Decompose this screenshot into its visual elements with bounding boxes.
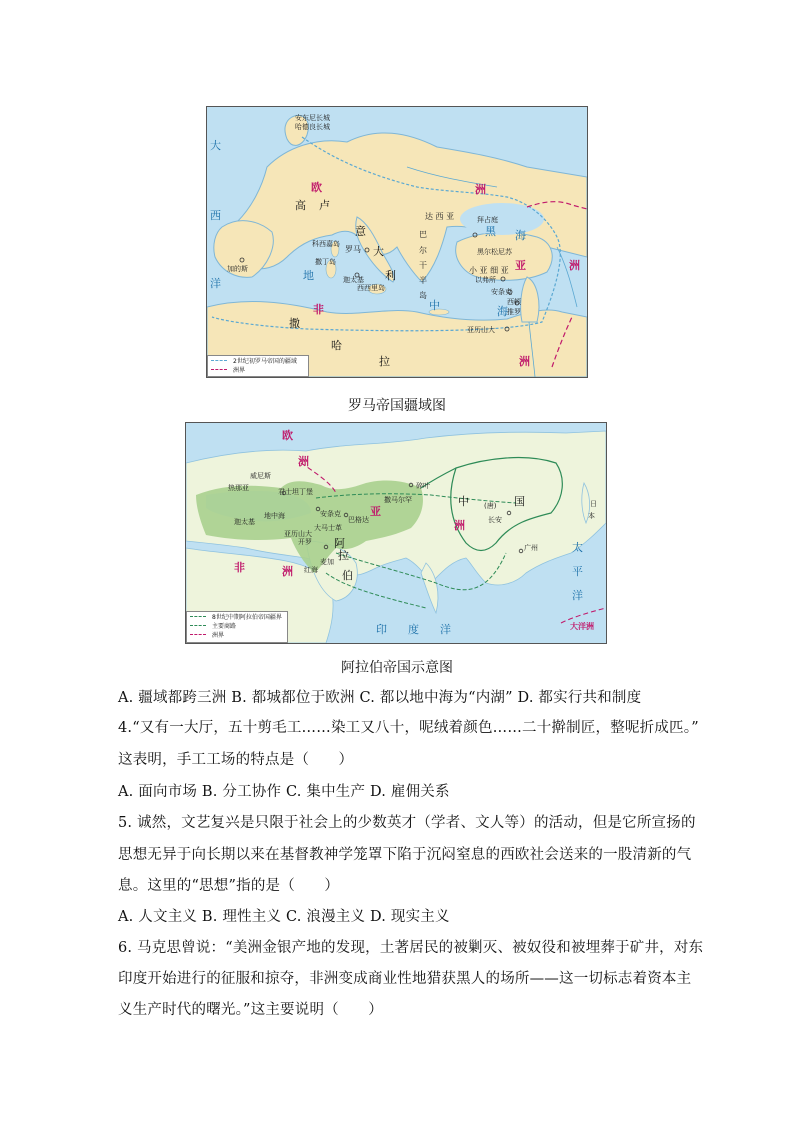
label-italy-da: 大 — [373, 245, 384, 258]
label-cairo: 开罗 — [298, 538, 312, 546]
label-tang: (唐) — [484, 502, 497, 510]
label-arabia-a: 阿 — [334, 537, 345, 550]
label-corsica: 科西嘉岛 — [312, 240, 340, 248]
label-antonine-wall: 安东尼长城 — [295, 114, 330, 122]
roman-map-legend — [207, 355, 309, 377]
label-japan-ben: 本 — [588, 512, 595, 520]
label-alexandria: 亚历山大 — [284, 530, 312, 538]
label-atlantic-yang: 洋 — [210, 277, 221, 290]
caption-roman-map: 罗马帝国疆域图 — [348, 398, 446, 414]
label-antioch: 安条克 — [491, 288, 512, 296]
label-oceania: 大洋洲 — [570, 622, 594, 631]
label-gaul-gao: 高 — [295, 199, 306, 212]
legend-row-trade: 主要商路 — [187, 621, 287, 630]
label-byzantium: 拜占庭 — [477, 216, 498, 224]
label-sidon: 西顿 — [507, 298, 521, 306]
label-china-guo: 国 — [514, 495, 525, 508]
label-europe-ou: 欧 — [311, 181, 322, 194]
label-damascus: 大马士革 — [314, 524, 342, 532]
q4-line-1: 4.“又有一大厅，五十剪毛工……染工又八十，呢绒着颜色……二十擀制匠，整呢折成匹。” — [118, 720, 699, 736]
label-tyre: 推罗 — [507, 308, 521, 316]
q6-line-1: 6. 马克思曾说：“美洲金银产地的发现，土著居民的被剿灭、被奴役和被埋葬于矿井，对东 — [118, 940, 704, 956]
label-atlantic-da: 大 — [210, 139, 221, 152]
label-alexandria: 亚历山大 — [467, 326, 495, 334]
label-mediterranean: 地中海 — [264, 512, 285, 520]
q3-options: A. 疆域都跨三洲 B. 都城都位于欧洲 C. 都以地中海为“内湖” D. 都实行共和制度 — [118, 690, 642, 706]
label-guangzhou: 广州 — [524, 544, 538, 552]
label-atlantic-xi: 西 — [210, 209, 221, 222]
arab-map-graphic — [186, 423, 606, 643]
label-carthage: 迦太基 — [343, 276, 364, 284]
label-baghdad: 巴格达 — [348, 516, 369, 524]
label-pacific-ping: 平 — [572, 565, 583, 578]
label-africa-fei: 非 — [234, 561, 245, 574]
label-indian-yin: 印 — [376, 623, 387, 636]
label-europe-ou: 欧 — [282, 429, 293, 442]
label-genoa: 热那亚 — [228, 484, 249, 492]
label-suyab: 碎叶 — [416, 482, 430, 490]
label-balkan-ban: 半 — [419, 276, 427, 285]
label-europe-zhou: 洲 — [298, 455, 309, 468]
label-med-hai: 海 — [497, 305, 508, 318]
label-balkan-dao: 岛 — [419, 291, 427, 300]
label-rome: 罗马 — [345, 245, 361, 254]
label-blacksea-hei: 黑 — [485, 225, 496, 238]
q5-options: A. 人文主义 B. 理性主义 C. 浪漫主义 D. 现实主义 — [118, 909, 450, 925]
label-dacia: 达 西 亚 — [425, 212, 455, 221]
label-constantinople: 君士坦丁堡 — [278, 488, 313, 496]
q6-line-2: 印度开始进行的征服和掠夺，非洲变成商业性地猎获黑人的场所——这一切标志着资本主 — [118, 971, 692, 987]
label-asia-zhou: 洲 — [569, 259, 580, 272]
arab-empire-map — [185, 422, 607, 644]
label-italy-li: 利 — [385, 269, 396, 282]
label-sardinia: 撒丁岛 — [315, 258, 336, 266]
label-pacific-yang: 洋 — [572, 589, 583, 602]
caption-arab-map: 阿拉伯帝国示意图 — [341, 660, 453, 676]
label-asia-ya: 亚 — [370, 505, 381, 518]
label-gaul-lu: 卢 — [319, 199, 330, 212]
label-asia-zhou: 洲 — [454, 519, 465, 532]
q4-line-2: 这表明，手工工场的特点是（ ） — [118, 752, 354, 768]
roman-map-graphic — [207, 107, 587, 377]
label-italy-yi: 意 — [355, 225, 366, 238]
legend-row-boundary: 8世纪中期阿拉伯帝国疆界 — [187, 612, 287, 621]
label-africa-zhou: 洲 — [519, 355, 530, 368]
label-indian-yang: 洋 — [440, 623, 451, 636]
label-carthage: 迦太基 — [234, 518, 255, 526]
label-sahara-ha: 哈 — [331, 339, 342, 352]
label-asia-minor: 小 亚 细 亚 — [469, 266, 509, 275]
q6-line-3: 义生产时代的曙光。”这主要说明（ ） — [118, 1002, 383, 1018]
label-med-di: 地 — [303, 269, 314, 282]
legend-row-continent: 洲界 — [208, 365, 308, 374]
label-sahara-sa: 撒 — [289, 317, 300, 330]
label-arabia-la: 拉 — [338, 549, 349, 562]
label-ephesus: 以弗所 — [475, 276, 496, 284]
label-blacksea-hai: 海 — [515, 229, 526, 242]
roman-empire-map — [206, 106, 588, 378]
q5-line-3: 息。这里的“思想”指的是（ ） — [118, 878, 340, 894]
label-africa-fei: 非 — [313, 303, 324, 316]
label-sahara-la: 拉 — [379, 355, 390, 368]
label-balkan-gan: 干 — [419, 261, 427, 270]
label-arabia-bo: 伯 — [342, 569, 353, 582]
legend-row-boundary: 2世纪初罗马帝国的疆域 — [208, 356, 308, 365]
label-sicily: 西西里岛 — [357, 284, 385, 292]
q5-line-2: 思想无异于向长期以来在基督教神学笼罩下陷于沉闷窒息的西欧社会送来的一股清新的气 — [118, 847, 692, 863]
label-pacific-tai: 太 — [572, 541, 583, 554]
label-indian-du: 度 — [408, 623, 419, 636]
label-antioch: 安条克 — [320, 510, 341, 518]
label-red-sea: 红海 — [304, 566, 318, 574]
label-changan: 长安 — [488, 516, 502, 524]
q4-options: A. 面向市场 B. 分工协作 C. 集中生产 D. 雇佣关系 — [118, 784, 450, 800]
label-heraclea: 黑尔松尼苏 — [477, 248, 512, 256]
label-europe-zhou: 洲 — [475, 183, 486, 196]
label-gades: 加的斯 — [227, 265, 248, 273]
label-balkan-er: 尔 — [419, 246, 427, 255]
label-balkan-ba: 巴 — [419, 230, 427, 239]
label-samarkand: 撒马尔罕 — [384, 496, 412, 504]
label-hadrian-wall: 哈德良长城 — [295, 123, 330, 131]
label-venice: 威尼斯 — [250, 472, 271, 480]
label-china-zhong: 中 — [458, 495, 469, 508]
label-asia-ya: 亚 — [515, 259, 526, 272]
legend-row-continent: 洲界 — [187, 630, 287, 639]
label-med-zhong: 中 — [429, 299, 440, 312]
q5-line-1: 5. 诚然，文艺复兴是只限于社会上的少数英才（学者、文人等）的活动，但是它所宣扬的 — [118, 815, 696, 831]
label-japan-ri: 日 — [590, 500, 597, 508]
arab-map-legend — [186, 611, 288, 643]
label-africa-zhou: 洲 — [282, 565, 293, 578]
label-mecca: 麦加 — [320, 558, 334, 566]
